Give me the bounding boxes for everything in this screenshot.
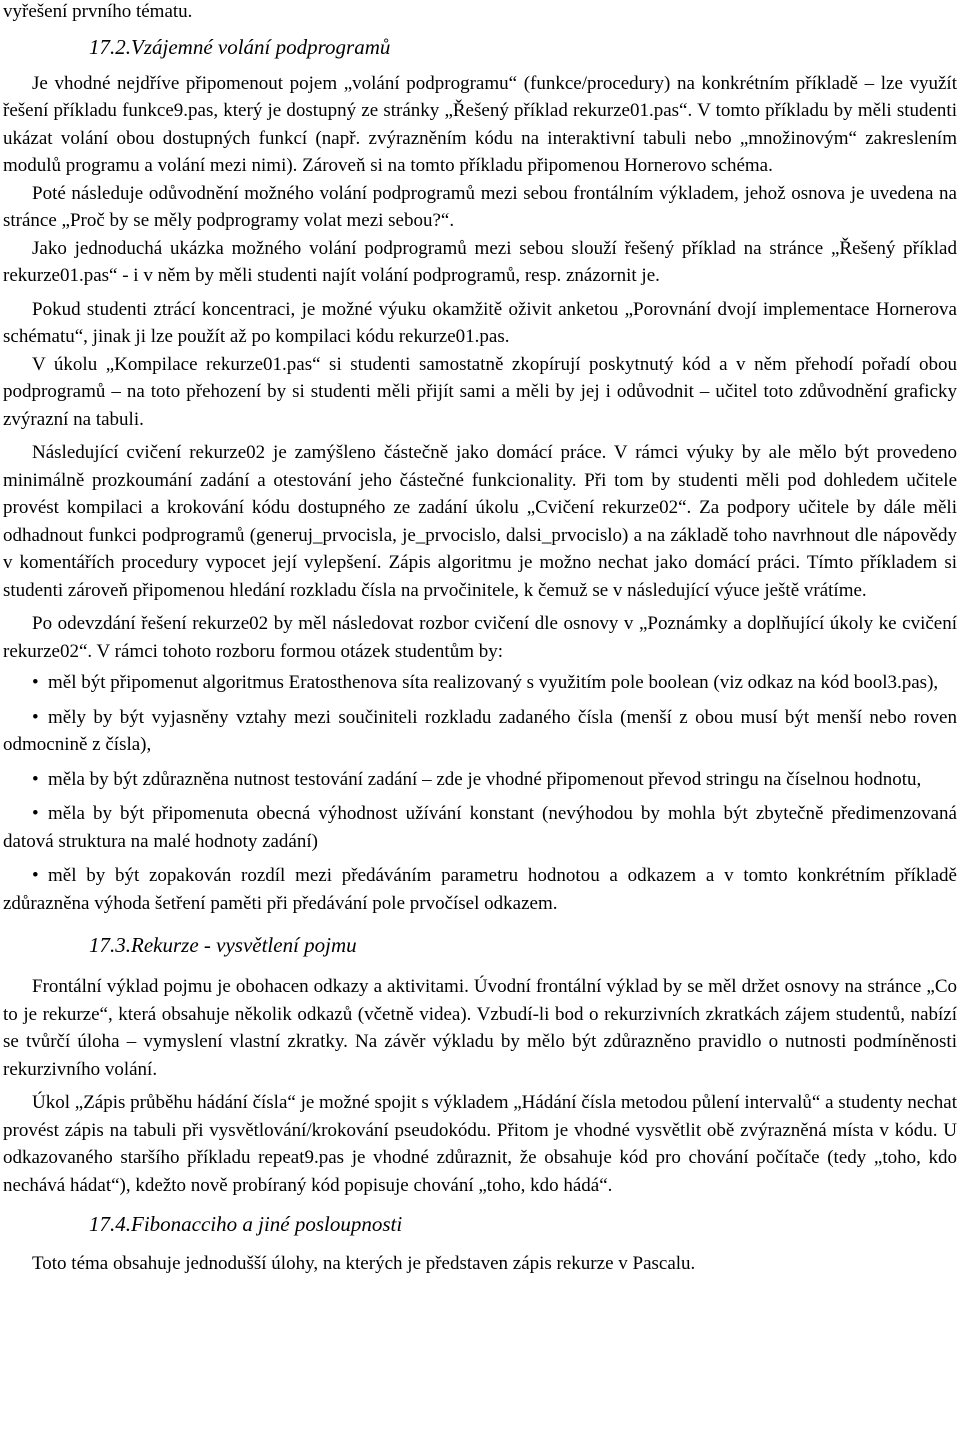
section-heading-17-4 <box>3 1210 957 1238</box>
list-item <box>3 800 957 855</box>
paragraph-3: Jako jednoduchá ukázka možného volání podprogramů mezi sebou slouží řešený příklad na stránce „Řešený příklad rekurze01.pas“ - i v něm by měli studenti najít volání podprogramů, resp. znázornit je. <box>3 237 957 286</box>
list-item <box>3 862 957 917</box>
bullet-icon: • <box>32 865 39 886</box>
bullet-icon: • <box>32 706 39 728</box>
section-number: 17.3. <box>89 933 131 957</box>
paragraph-7: Po odevzdání řešení rekurze02 by měl následovat rozbor cvičení dle osnovy v „Poznámky a doplňující úkoly ke cvičení rekurze02“. V rámci tohoto rozboru formou otázek studentům by: <box>3 613 957 662</box>
paragraph-1: Je vhodné nejdříve připomenout pojem „volání podprogramu“ (funkce/procedury) na konkrétním příkladě – lze využít řešení příkladu funkce9.pas, který je dostupný ze stránky „Řešený příklad rekurze01.pas“. V tomto příkladu by měli studenti ukázat volání obou dostupných funkcí (např. zvýrazněním kódu na interaktivní tabuli nebo „množinovým“ zakreslením modulů programu a volání mezi nimi). Zároveň si na tomto příkladu připomenou Hornerovo schéma. <box>3 72 957 176</box>
section-heading-17-2 <box>3 33 957 61</box>
list-item-text: měla by být připomenuta obecná výhodnost užívání konstant (nevýhodou by mohla být zbytečně předimenzovaná datová struktura na malé hodnoty zadání) <box>3 803 957 852</box>
paragraph-5: V úkolu „Kompilace rekurze01.pas“ si studenti samostatně zkopírují poskytnutý kód a v něm přehodí pořadí obou podprogramů – na toto přehození by si studenti měli přijít sami a měli by jej i odůvodnit – učitel toto zdůvodnění graficky zvýrazní na tabuli. <box>3 353 957 430</box>
bullet-list <box>3 669 957 917</box>
document-page <box>3 0 957 1278</box>
list-item <box>3 704 957 759</box>
list-item-text: měla by být zdůrazněna nutnost testování zadání – zde je vhodné připomenout převod stringu na číselnou hodnotu, <box>48 768 922 790</box>
list-item-text: měl být připomenut algoritmus Eratosthenova síta realizovaný s využitím pole boolean (viz odkaz na kód bool3.pas), <box>48 672 939 693</box>
list-item <box>3 766 957 794</box>
section-title: Vzájemné volání podprogramů <box>131 34 391 59</box>
bullet-icon: • <box>32 672 39 693</box>
bullet-icon: • <box>32 803 39 824</box>
paragraph-9: Úkol „Zápis průběhu hádání čísla“ je možné spojit s výkladem „Hádání čísla metodou půlení intervalů“ a studenty nechat provést zápis na tabuli při vysvětlování/krokování pseudokódu. Přitom je vhodné vysvětlit obě zvýrazněná místa v kódu. U odkazovaného staršího příkladu repeat9.pas je vhodné zdůraznit, že obsahuje kód pro chování počítače (tedy „toho, kdo nechává hádat“), kdežto nově probíraný kód popisuje chování „toho, kdo hádá“. <box>3 1092 957 1196</box>
list-item-text: měly by být vyjasněny vztahy mezi součiniteli rozkladu zadaného čísla (menší z obou musí být menší nebo roven odmocnině z čísla), <box>3 706 957 755</box>
paragraph-4: Pokud studenti ztrácí koncentraci, je možné výuku okamžitě oživit anketou „Porovnání dvojí implementace Hornerova schématu“, jinak ji lze použít až po kompilaci kódu rekurze01.pas. <box>3 298 957 347</box>
paragraph-6: Následující cvičení rekurze02 je zamýšleno částečně jako domácí práce. V rámci výuky by ale mělo být provedeno minimálně prozkoumání zadání a otestování jeho částečné funkcionality. Při tom by studenti měli pod dohledem učitele provést kompilaci a krokování kódu dostupného ze zadání úkolu „Cvičení rekurze02“. Za podpory učitele by dále měli odhadnout funkci podprogramů (generuj_prvocisla, je_prvocislo, dalsi_prvocislo) a na základě toho navrhnout dle nápovědy v komentářích procedury vypocet její vylepšení. Zápis algoritmu je možno nechat jako domácí práci. Tímto příkladem si studenti zároveň připomenou hledání rozkladu čísla na prvočinitele, k čemuž se v následující výuce ještě vrátíme. <box>3 442 957 601</box>
paragraph-2: Poté následuje odůvodnění možného volání podprogramů mezi sebou frontálním výkladem, jehož osnova je uvedena na stránce „Proč by se měly podprogramy volat mezi sebou?“. <box>3 182 957 231</box>
section-heading-17-3 <box>3 931 957 959</box>
list-item-text: měl by být zopakován rozdíl mezi předáváním parametru hodnotou a odkazem a v tomto konkrétním příkladě zdůrazněna výhoda šetření paměti při předávání pole prvočísel odkazem. <box>3 865 957 914</box>
list-item <box>3 669 957 697</box>
bullet-icon: • <box>32 768 39 790</box>
intro-line: vyřešení prvního tématu. <box>3 1 193 22</box>
paragraph-10: Toto téma obsahuje jednodušší úlohy, na kterých je představen zápis rekurze v Pascalu. <box>32 1253 696 1274</box>
section-title: Fibonacciho a jiné posloupnosti <box>131 1212 403 1236</box>
paragraph-8: Frontální výklad pojmu je obohacen odkazy a aktivitami. Úvodní frontální výklad by se měl držet osnovy na stránce „Co to je rekurze“, která obsahuje několik odkazů (včetně videa). Vzbudí-li bod o rekurzivních zkratkách zájem studentů, nabízí se tvůrčí úloha – vymyslení vlastní zkratky. Na závěr výkladu by mělo být zdůrazněno pravidlo o nutnosti podmíněnosti rekurzivního volání. <box>3 976 957 1080</box>
section-number: 17.4. <box>89 1212 131 1236</box>
section-title: Rekurze - vysvětlení pojmu <box>131 933 357 957</box>
section-number: 17.2. <box>89 34 131 59</box>
